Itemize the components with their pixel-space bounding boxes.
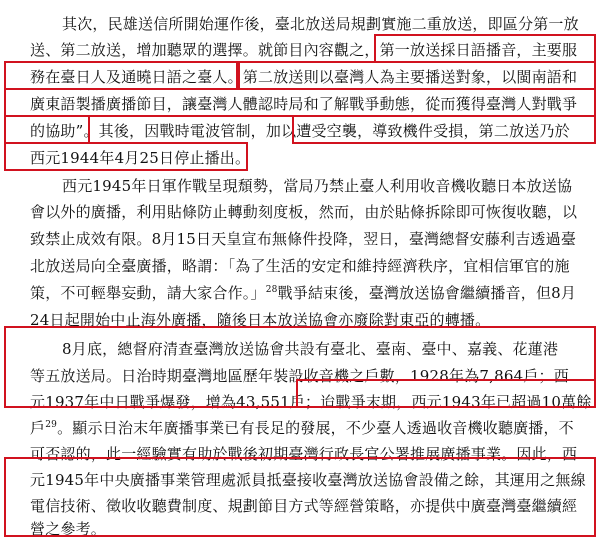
- text-line: [30, 283, 576, 303]
- text-line: 致禁止成效有限。8月15日天皇宣布無條件投降，翌日，臺灣總督安藤利吉透過臺: [30, 230, 577, 248]
- text-line: 會以外的廣播，利用貼條防止轉動刻度板，然而，由於貼條拆除即可恢復收聽，以: [30, 203, 578, 221]
- text-line: 可否認的，此一經驗實有助於戰後初期臺灣行政長官公署推展廣播事業。因此，西: [30, 445, 578, 463]
- text-line: 電信技術、徵收收聽費制度、規劃節目方式等經營策略，亦提供中廣臺灣臺繼續經: [30, 497, 578, 515]
- text-line: 元1937年中日戰爭爆發，增為43,551戶；迨戰爭末期，西元1943年已超過10萬餘: [30, 393, 592, 411]
- text-line: 營之參考。: [30, 520, 107, 538]
- text-line: 廣東語製播廣播節目，讓臺灣人體認時局和了解戰爭動態，從而獲得臺灣人對戰爭: [30, 95, 578, 113]
- text-line: 的協助”。其後，因戰時電波管制，加以遭受空襲，導致機件受損，第二放送乃於: [30, 122, 570, 140]
- text-line: 其次，民雄送信所開始運作後，臺北放送局規劃實施二重放送，即區分第一放: [62, 15, 579, 33]
- text-line: 等五放送局。日治時期臺灣地區歷年裝設收音機之戶數，1928年為7,864戶；西: [30, 367, 569, 385]
- text-line: 務在臺日人及通曉日語之臺人。第二放送則以臺灣人為主要播送對象，以閩南語和: [30, 68, 578, 86]
- text-span: 策，不可輕舉妄動，請大家合作。」: [30, 284, 266, 302]
- text-span: 戶: [30, 419, 46, 437]
- text-line: 元1945年中央廣播事業管理處派員抵臺接收臺灣放送協會設備之餘，其運用之無線: [30, 471, 586, 489]
- footnote-marker: 29: [45, 420, 58, 430]
- text-line: 送、第二放送，增加聽眾的選擇。就節目內容觀之，第一放送採日語播音，主要服: [30, 41, 578, 59]
- text-line: 西元1945年日軍作戰呈現頹勢，當局乃禁止臺人利用收音機收聽日本放送協: [62, 177, 573, 195]
- text-line: 24日起開始中止海外廣播，隨後日本放送協會亦廢除對東亞的轉播。: [30, 311, 491, 329]
- text-span: 。顯示日治末年廣播事業已有長足的發展，不少臺人透過收音機收聽廣播，不: [57, 419, 574, 437]
- text-line: [30, 418, 574, 438]
- text-line: 西元1944年4月25日停止播出。: [30, 149, 251, 167]
- text-span: 戰爭結束後，臺灣放送協會繼續播音，但8月: [277, 284, 577, 302]
- text-line: 北放送局向全臺廣播，略謂：「為了生活的安定和維持經濟秩序，宜相信軍官的施: [30, 257, 570, 275]
- text-line: 8月底，總督府清查臺灣放送協會共設有臺北、臺南、臺中、嘉義、花蓮港: [62, 340, 559, 358]
- footnote-marker: 28: [265, 285, 278, 295]
